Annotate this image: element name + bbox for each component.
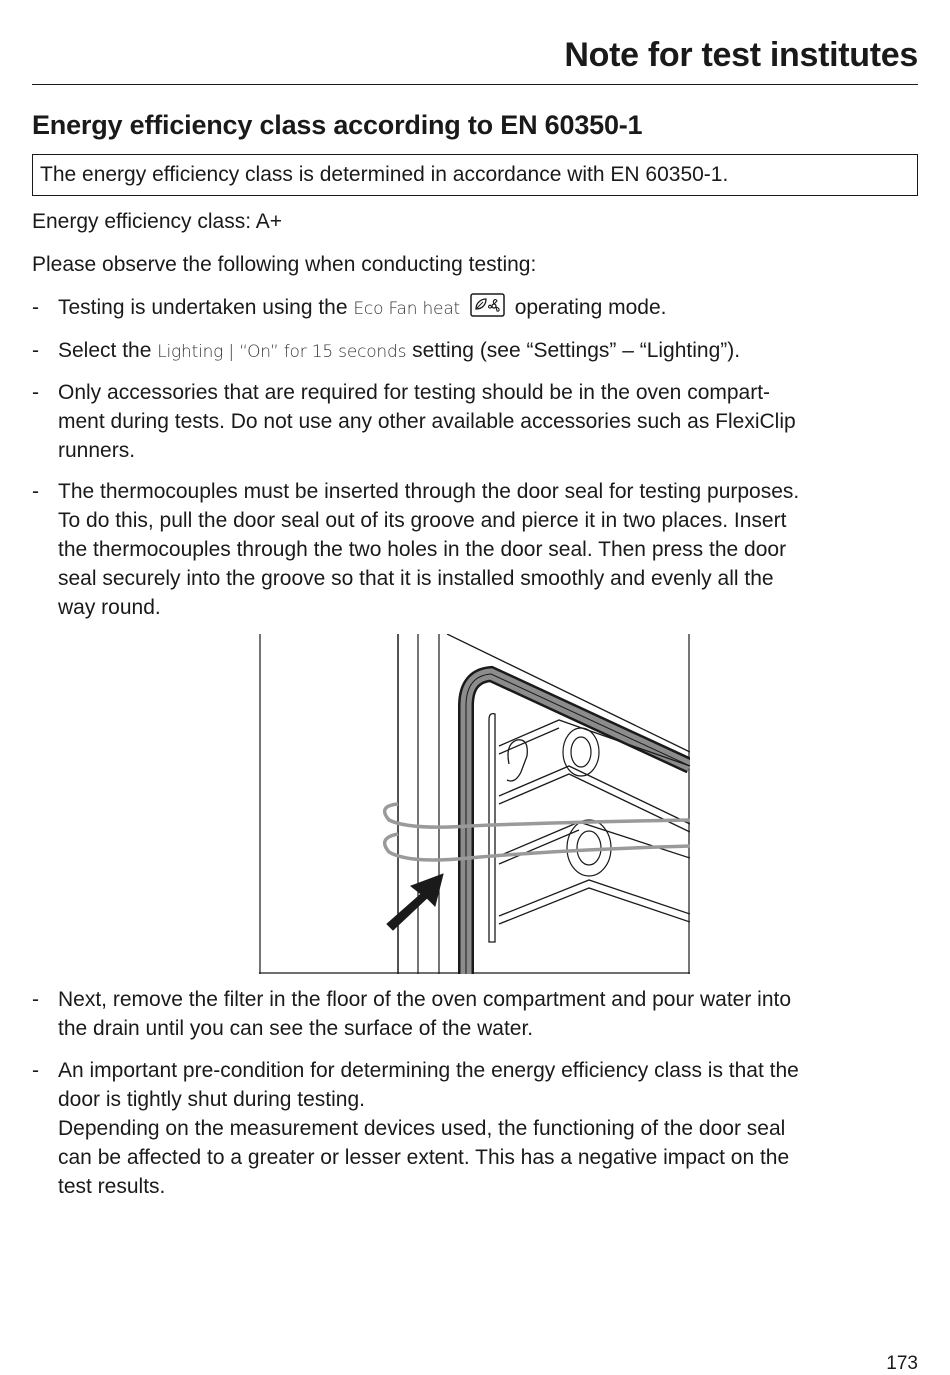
setting-name: Lighting | “On” for 15 seconds xyxy=(157,342,407,362)
bullet-text: Select the xyxy=(58,339,152,362)
bullet-dash: - xyxy=(32,381,39,404)
section-title: Energy efficiency class according to EN 60350-1 xyxy=(32,110,643,140)
page-header-title: Note for test institutes xyxy=(564,36,918,74)
bullet-line: the thermocouples through the two holes in the door seal. Then press the door xyxy=(58,538,787,561)
header-divider xyxy=(32,84,918,85)
list-item xyxy=(32,293,924,325)
bullet-line: The thermocouples must be inserted through the door seal for testing purposes. xyxy=(58,480,800,503)
bullet-line: Only accessories that are required for testing should be in the oven compart- xyxy=(58,381,771,404)
note-box-text: The energy efficiency class is determined in accordance with EN 60350-1. xyxy=(40,163,729,186)
page-number: 173 xyxy=(886,1353,918,1374)
eco-fan-heat-icon xyxy=(470,293,505,325)
list-item xyxy=(32,477,924,622)
list-item xyxy=(32,378,924,465)
bullet-line: runners. xyxy=(58,439,136,462)
bullet-text: Testing is undertaken using the xyxy=(58,296,348,319)
list-item xyxy=(32,1056,924,1201)
bullet-dash: - xyxy=(32,1059,39,1082)
efficiency-class-text: Energy efficiency class: A+ xyxy=(32,210,282,233)
mode-name: Eco Fan heat xyxy=(353,299,460,319)
bullet-line: Next, remove the filter in the floor of the oven compartment and pour water into xyxy=(58,988,792,1011)
bullet-line: Depending on the measurement devices used, the functioning of the door seal xyxy=(58,1117,786,1140)
bullet-dash: - xyxy=(32,988,39,1011)
list-item xyxy=(32,336,924,367)
bullet-text: operating mode. xyxy=(514,296,667,319)
bullet-dash: - xyxy=(32,296,39,319)
bullet-line: To do this, pull the door seal out of its groove and pierce it in two places. Insert xyxy=(58,509,787,532)
list-item xyxy=(32,985,924,1043)
bullet-line: An important pre-condition for determining the energy efficiency class is that the xyxy=(58,1059,799,1082)
intro-text: Please observe the following when conducting testing: xyxy=(32,253,537,276)
door-seal-illustration xyxy=(259,634,690,974)
bullet-line: way round. xyxy=(58,596,161,619)
note-box xyxy=(32,154,918,196)
bullet-dash: - xyxy=(32,480,39,503)
bullet-line: door is tightly shut during testing. xyxy=(58,1088,366,1111)
bullet-dash: - xyxy=(32,339,39,362)
bullet-line: test results. xyxy=(58,1175,166,1198)
bullet-line: ment during tests. Do not use any other available accessories such as FlexiClip xyxy=(58,410,796,433)
bullet-text: setting (see “Settings” – “Lighting”). xyxy=(412,339,741,362)
bullet-line: seal securely into the groove so that it is installed smoothly and evenly all the xyxy=(58,567,774,590)
bullet-line: the drain until you can see the surface of the water. xyxy=(58,1017,534,1040)
bullet-line: can be affected to a greater or lesser extent. This has a negative impact on the xyxy=(58,1146,790,1169)
